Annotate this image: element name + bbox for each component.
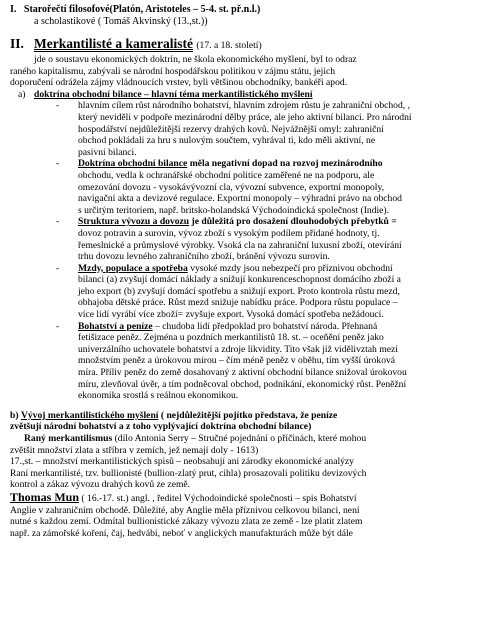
- list-item: - hlavním cílem růst národního bohatství, hlavním zdrojem růstu je zahraniční obchod, , který neviděli v podpoře mezinárodní dělby práce, ale jeho aktivní bilanci. Pro národní hospodářství nejdůležitější rezervy drahých kovů. Nejvážnější omyl: zahraniční obchod pokládali za hru s nulovým součtem, vyhrával ti, kdo měli aktivní, ne pasivní bilanci.: [56, 100, 412, 158]
- early-mercantilism-paragraph: Raný merkantilismus (dílo Antonia Serry – Stručné pojednání o příčinách, které mohou: [24, 433, 367, 444]
- early-mercantilism-title: Raný merkantilismus: [24, 433, 113, 444]
- thomas-mun-name: Thomas Mun: [10, 489, 80, 504]
- list-item-lead: Bohatství a peníze: [78, 320, 153, 332]
- list-item: - Bohatství a peníze – chudoba lidí předpoklad pro bohatství národa. Přehnaná fetišizace peněz. Zejména u pozdních merkantilistů 18. st. – oceňění peněz jako univerzálního uchovatele bohatství a zdroje likvidity. Tito však již vidělivztah mezi množstvím peněz a úrokovou mírou – čím méně peněz v oběhu, tím vyšší úroková míra. Příliv peněz do země dosahovaný z aktivní obchodní bilance snižoval úrokovou míru, zlevňoval úvěr, a tím podněcoval obchod, podnikání, ekonomický růst. Peněžní ekonomika srostlá s reálnou ekonomikou.: [56, 320, 407, 402]
- list-item: - Mzdy, populace a spotřeba vysoké mzdy jsou nebezpečí pro příznivou obchodní bilanci (a) zvyšují domácí náklady a snižují konkurenceschopnost domácího zboží a jeho export (b) zvyšují domácí spotřebu a snižují export. Proto kontrola růstu mezd, obhajoba dětské práce. Růst mezd snižuje nabídku práce. Podpora růstu populace – více lidí vyrábí více zboží= zvyšuje export. Vysoká domácí spotřeba nežádoucí.: [56, 262, 401, 321]
- subsection-a-title: doktrína obchodní bilance – hlavní téma merkantilistického myšlení: [34, 88, 313, 100]
- section-1-number: I.: [10, 4, 17, 15]
- thomas-mun-paragraph: Thomas Mun ( 16.-17. st.) angl. , ředitel Východoindické společnosti – spis Bohatství: [10, 489, 357, 504]
- section-2-number: II.: [10, 36, 24, 51]
- section-2-intro-3: doporučení odrážela zájmy vládnoucích vrstev, byli většinou obchodníky, bankéři apod.: [10, 77, 348, 89]
- list-item: - Struktura vývozu a dovozu je důležitá pro dosažení dlouhodobých přebytků = dovoz potravin a surovin, vývoz zboží s vysokým podílem přidané hodnoty, tj. řemeslnické a průmyslové výrobky. Vsoká cla na zahraniční luxusní zboží, otevírání trhu dovozu levného zahraničního zboží, bránění vývozu surovin.: [56, 216, 402, 263]
- subsection-b-heading-line2: zvětšují národní bohatství a z toho vyplývající doktrína obchodní bilance): [10, 421, 312, 433]
- scholastics-text: a scholastikové ( Tomáš Akvinský (13.,st.)): [34, 16, 208, 27]
- subsection-a-heading: [10, 89, 485, 101]
- section-2-heading: [10, 36, 485, 54]
- section-2-title: Merkantilisté a kameralisté: [34, 36, 193, 51]
- list-item: - Doktrína obchodní bilance měla negativní dopad na rozvoj mezinárodního obchodu, vedla k ochranářské obchodní politice zaměřené ne na podporu, ale omezování dovozu - vysokávývozní cla, vývozní subvence, exportní monopoly, navigační akta a devizové regulace. Exportní monopoly – výhradní právo na obchod s určitým teritoriem, např. britsko-holandská Východoindická společnost (Indie).: [56, 158, 402, 216]
- section-2-intro-2: raného kapitalismu, zabývali se národní hospodářskou politikou v zájmu státu, jejich: [10, 65, 336, 77]
- section-2-period: (17. a 18. století): [196, 40, 262, 51]
- section-2-intro-1: jde o soustavu ekonomických doktrín, ne škola ekonomického myšlení, byl to odraz: [34, 54, 357, 65]
- section-1-heading: [10, 4, 485, 16]
- list-item-lead: Struktura vývozu a dovozu: [78, 216, 190, 228]
- subsection-b-heading: b) Vývoj merkantilistického myšlení ( nejdůležitější pojítko představa, že peníze: [10, 409, 338, 421]
- section-1-title: Starořečtí filosofové(Platón, Aristoteles – 5-4. st. př.n.l.): [23, 4, 261, 15]
- subsection-b-label: b): [10, 409, 19, 421]
- list-item-lead: Doktrína obchodní bilance: [78, 158, 188, 170]
- subsection-b-title: Vývoj merkantilistického myšlení: [20, 409, 159, 421]
- list-item-lead: Mzdy, populace a spotřeba: [78, 262, 188, 274]
- document-page: I. Starořečtí filosofové(Platón, Aristoteles – 5-4. st. př.n.l.) a scholastikové ( Tomáš Akvinský (13.,st.)) II. Merkantilisté a kameralisté (17. a 18. století) jde o soustavu ekonomických doktrín, ne škola ekonomického myšlení, byl to odraz raného kapitalismu, zabývali se národní hospodářskou politikou v zájmu státu, jejich doporučení odrážela zájmy vládnoucích vrstev, byli většinou obchodníky, bankéři apod. a) doktrína obchodní bilance – hlavní téma merkantilistického myšlení - hlavním cílem růst národního bohatství, hlavním zdrojem růstu je zahraniční obchod, , který neviděli v podpoře mezinárodní dělby práce, ale jeho aktivní bilanci. Pro národní hospodářství nejdůležitější rezervy drahých kovů. Nejvážnější omyl: zahraniční obchod pokládali za hru s nulovým součtem, vyhrával ti, kdo měli aktivní, ne pasivní bilanci. - Doktrína obchodní bilance měla negativní dopad na rozvoj mezinárodního obchodu, vedla k ochranářské obchodní politice zaměřené ne na podporu, ale omezování dovozu - vysokávývozní cla, vývozní subvence, exportní monopoly, navigační akta a devizové regulace. Exportní monopoly – výhradní právo na obchod s určitým teritoriem, např. britsko-holandská Východoindická společnost (Indie). - Struktura vývozu a dovozu je důležitá pro dosažení dlouhodobých přebytků = dovoz potravin a surovin, vývoz zboží s vysokým podílem přidané hodnoty, tj. řemeslnické a průmyslové výrobky. Vsoká cla na zahraniční luxusní zboží, otevírání trhu dovozu levného zahraničního zboží, bránění vývozu surovin. - Mzdy, populace a spotřeba vysoké mzdy jsou nebezpečí pro příznivou obchodní bilanci (a) zvyšují domácí náklady a snižují konkurenceschopnost domácího zboží a jeho export (b) zvyšují domácí spotřebu a snižují export. Proto kontrola růstu mezd, obhajoba dětské práce. Růst mezd snižuje nabídku práce. Podpora růstu populace – více lidí vyrábí více zboží= zvyšuje export. Vysoká domácí spotřeba nežádoucí. - Bohatství a peníze – chudoba lidí předpoklad pro bohatství národa. Přehnaná fetišizace peněz. Zejména u pozdních merkantilistů 18. st. – oceňění peněz jako univerzálního uchovatele bohatství a zdroje likvidity. Tito však již vidělivztah mezi množstvím peněz a úrokovou mírou – čím méně peněz v oběhu, tím vyšší úroková míra. Příliv peněz do země dosahovaný z aktivní obchodní bilance snižoval úrokovou míru, zlevňoval úvěr, a tím podněcoval obchod, podnikání, ekonomický růst. Peněžní ekonomika srostlá s reálnou ekonomikou. b) Vývoj merkantilistického myšlení ( nejdůležitější pojítko představa, že peníze zvětšují národní bohatství a z toho vyplývající doktrína obchodní bilance) Raný merkantilismus (dílo Antonia Serry – Stručné pojednání o příčinách, které mohou zvětšit množství zlata a stříbra v zemích, jež nemají doly - 1613) 17.,st. – množství merkantilistických spisů – neobsahují ani zárodky ekonomické analýzy Raní merkantilisté, tzv. bullionisté (bullion-zlatý prut, cihla) prosazovali politiku devizových kontrol a zákaz vývozu drahých kovů ze země. Thomas Mun ( 16.-17. st.) angl. , ředitel Východoindické společnosti – spis Bohatství Anglie v zahraničním obchodě. Důležité, aby Anglie měla příznivou celkovou bilanci, není nutné s každou zemí. Odmítal bullionistické zákazy vývozu zlata ze země - lze platit zlatem např. za zámořské koření, čaj, hedvábí, neboť v anglických manufakturách může být dále: [0, 0, 495, 621]
- section-1-line2: [10, 16, 485, 28]
- subsection-a-label: a): [18, 88, 26, 100]
